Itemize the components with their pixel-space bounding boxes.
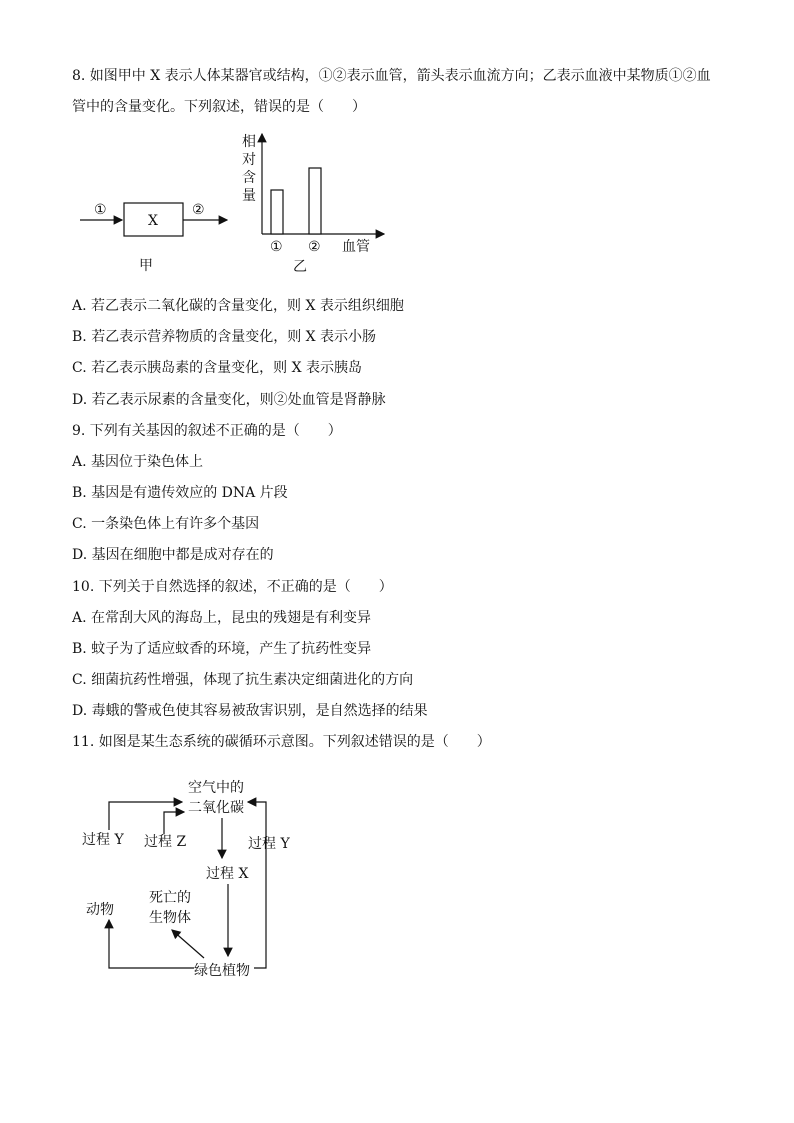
dead-organism-line1: 死亡的 bbox=[149, 890, 191, 906]
process-x: 过程 X bbox=[206, 866, 249, 882]
q10-option-c: C. 细菌抗药性增强，体现了抗生素决定细菌进化的方向 bbox=[72, 672, 414, 688]
process-z: 过程 Z bbox=[144, 834, 187, 850]
q9-stem: 9. 下列有关基因的叙述不正确的是（ ） bbox=[72, 423, 342, 439]
air-co2-line1: 空气中的 bbox=[188, 780, 244, 796]
q9-option-d: D. 基因在细胞中都是成对存在的 bbox=[72, 547, 274, 563]
plant-to-dead-arrow bbox=[172, 930, 204, 958]
process-y-left: 过程 Y bbox=[82, 832, 124, 848]
jia-in-label: ① bbox=[94, 202, 107, 218]
q8-option-b: B. 若乙表示营养物质的含量变化，则 X 表示小肠 bbox=[72, 329, 377, 345]
q11-carbon-cycle-diagram bbox=[72, 770, 312, 985]
q10-option-a: A. 在常刮大风的海岛上，昆虫的残翅是有利变异 bbox=[72, 610, 372, 626]
yi-tick-label-2: ② bbox=[308, 239, 321, 255]
yi-xlabel: 血管 bbox=[342, 239, 370, 255]
q8-figure-jia bbox=[72, 190, 242, 280]
yi-caption: 乙 bbox=[293, 259, 307, 275]
plant-to-air-arrow bbox=[248, 802, 266, 968]
air-co2-line2: 二氧化碳 bbox=[188, 800, 244, 816]
process-y-right: 过程 Y bbox=[248, 836, 290, 852]
plant-to-animal-arrow bbox=[109, 920, 194, 968]
jia-caption: 甲 bbox=[139, 258, 153, 274]
dead-to-air-arrow bbox=[164, 812, 184, 834]
q9-option-b: B. 基因是有遗传效应的 DNA 片段 bbox=[72, 485, 288, 501]
yi-ylabel-char-3: 含 bbox=[242, 170, 256, 186]
green-plant-label: 绿色植物 bbox=[194, 963, 250, 979]
yi-ylabel-char-2: 对 bbox=[242, 152, 256, 168]
yi-tick-label-1: ① bbox=[270, 239, 283, 255]
yi-ylabel-char-1: 相 bbox=[242, 134, 256, 150]
q8-stem-line1: 8. 如图甲中 X 表示人体某器官或结构，①②表示血管，箭头表示血流方向；乙表示血液中某物质①②血 bbox=[72, 68, 711, 84]
yi-bar-2 bbox=[309, 168, 321, 234]
jia-box-label: X bbox=[148, 213, 158, 229]
jia-out-label: ② bbox=[192, 202, 205, 218]
q8-option-c: C. 若乙表示胰岛素的含量变化，则 X 表示胰岛 bbox=[72, 360, 362, 376]
yi-ylabel-char-4: 量 bbox=[242, 188, 256, 204]
q9-option-c: C. 一条染色体上有许多个基因 bbox=[72, 516, 260, 532]
q10-option-b: B. 蚊子为了适应蚊香的环境，产生了抗药性变异 bbox=[72, 641, 372, 657]
q9-option-a: A. 基因位于染色体上 bbox=[72, 454, 204, 470]
q10-stem: 10. 下列关于自然选择的叙述，不正确的是（ ） bbox=[72, 579, 393, 595]
yi-bar-1 bbox=[271, 190, 283, 234]
q8-stem-line2: 管中的含量变化。下列叙述，错误的是（ ） bbox=[72, 99, 366, 115]
q10-option-d: D. 毒蛾的警戒色使其容易被敌害识别，是自然选择的结果 bbox=[72, 703, 428, 719]
q11-stem: 11. 如图是某生态系统的碳循环示意图。下列叙述错误的是（ ） bbox=[72, 734, 491, 750]
animal-to-air-arrow bbox=[109, 802, 182, 830]
dead-organism-line2: 生物体 bbox=[149, 910, 191, 926]
q8-figure-yi bbox=[238, 130, 398, 278]
q8-option-d: D. 若乙表示尿素的含量变化，则②处血管是肾静脉 bbox=[72, 392, 386, 408]
q8-option-a: A. 若乙表示二氧化碳的含量变化，则 X 表示组织细胞 bbox=[72, 298, 404, 314]
animal-label: 动物 bbox=[86, 902, 114, 918]
